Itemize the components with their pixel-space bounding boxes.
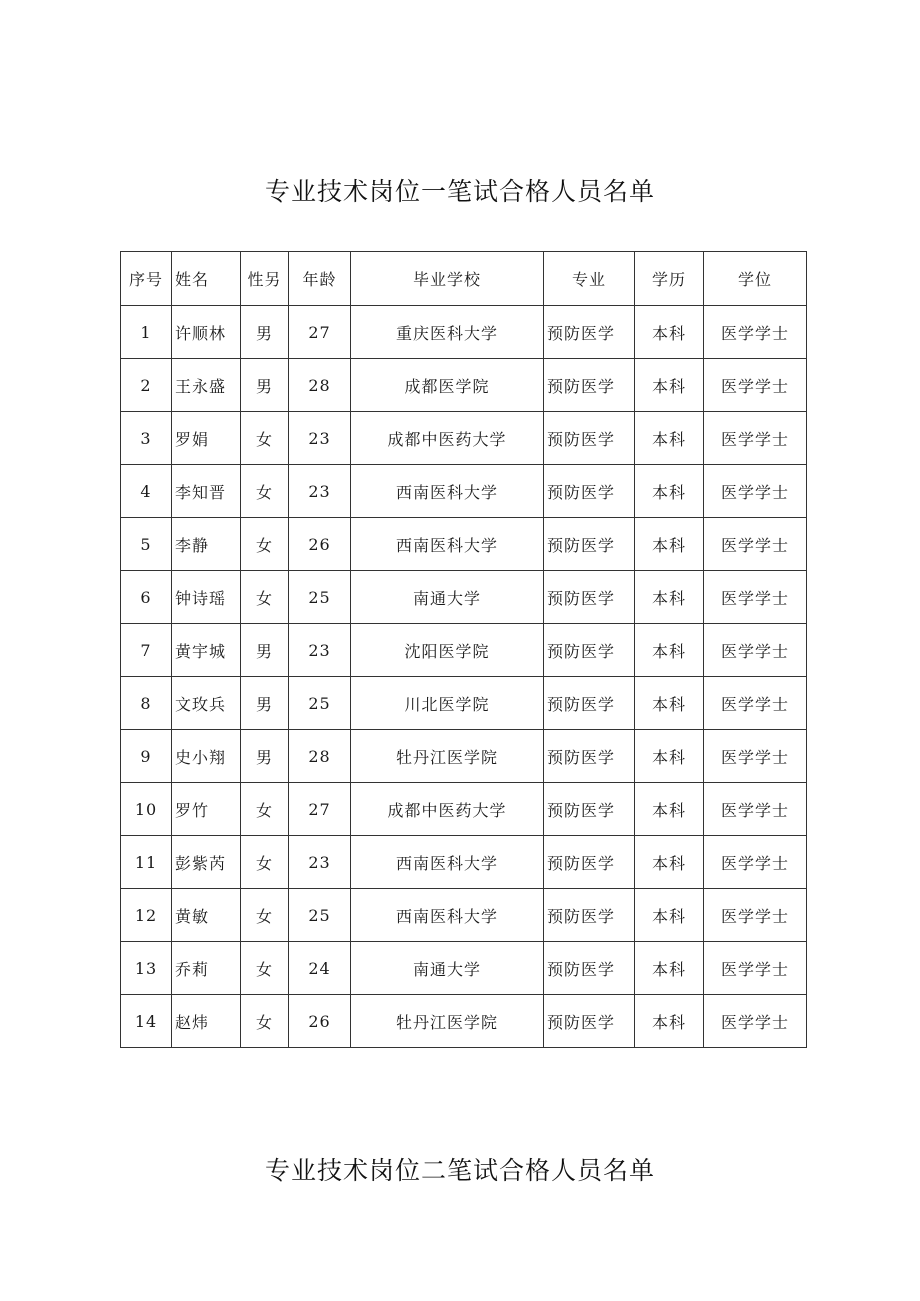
header-degree: 学位 [704, 252, 807, 306]
header-name: 姓名 [172, 252, 241, 306]
cell-no: 5 [121, 518, 172, 571]
header-no: 序号 [121, 252, 172, 306]
page-title-section-1: 专业技术岗位一笔试合格人员名单 [264, 177, 655, 206]
qualified-candidates-table [120, 251, 807, 1048]
cell-gender: 女 [241, 889, 289, 942]
cell-education: 本科 [635, 942, 704, 995]
cell-age: 23 [289, 836, 351, 889]
cell-age: 23 [289, 412, 351, 465]
cell-major: 预防医学 [544, 624, 635, 677]
cell-gender: 女 [241, 571, 289, 624]
table-row [121, 412, 807, 465]
header-age: 年龄 [289, 252, 351, 306]
cell-degree: 医学学士 [704, 306, 807, 359]
cell-education: 本科 [635, 359, 704, 412]
cell-name: 彭紫芮 [172, 836, 241, 889]
page-title-section-2: 专业技术岗位二笔试合格人员名单 [264, 1156, 655, 1185]
cell-name: 文玫兵 [172, 677, 241, 730]
cell-age: 26 [289, 518, 351, 571]
cell-major: 预防医学 [544, 518, 635, 571]
cell-no: 6 [121, 571, 172, 624]
cell-gender: 男 [241, 306, 289, 359]
cell-education: 本科 [635, 889, 704, 942]
table-header-row [121, 252, 807, 306]
cell-name: 王永盛 [172, 359, 241, 412]
cell-degree: 医学学士 [704, 942, 807, 995]
table-row [121, 836, 807, 889]
cell-school: 成都中医药大学 [351, 412, 544, 465]
cell-major: 预防医学 [544, 465, 635, 518]
cell-degree: 医学学士 [704, 677, 807, 730]
cell-school: 西南医科大学 [351, 889, 544, 942]
cell-education: 本科 [635, 995, 704, 1048]
cell-name: 赵炜 [172, 995, 241, 1048]
cell-major: 预防医学 [544, 412, 635, 465]
cell-age: 28 [289, 359, 351, 412]
table-row [121, 465, 807, 518]
cell-gender: 男 [241, 730, 289, 783]
cell-no: 8 [121, 677, 172, 730]
cell-major: 预防医学 [544, 677, 635, 730]
cell-age: 26 [289, 995, 351, 1048]
cell-school: 西南医科大学 [351, 518, 544, 571]
cell-major: 预防医学 [544, 359, 635, 412]
header-gender: 性另 [241, 252, 289, 306]
cell-degree: 医学学士 [704, 624, 807, 677]
cell-name: 史小翔 [172, 730, 241, 783]
table-row [121, 518, 807, 571]
cell-school: 沈阳医学院 [351, 624, 544, 677]
cell-degree: 医学学士 [704, 730, 807, 783]
table-row [121, 730, 807, 783]
cell-gender: 女 [241, 836, 289, 889]
table-row [121, 677, 807, 730]
table-row [121, 624, 807, 677]
cell-school: 成都中医药大学 [351, 783, 544, 836]
cell-degree: 医学学士 [704, 836, 807, 889]
cell-degree: 医学学士 [704, 889, 807, 942]
cell-school: 西南医科大学 [351, 465, 544, 518]
cell-gender: 女 [241, 995, 289, 1048]
cell-degree: 医学学士 [704, 995, 807, 1048]
cell-major: 预防医学 [544, 306, 635, 359]
cell-gender: 男 [241, 359, 289, 412]
cell-education: 本科 [635, 465, 704, 518]
cell-degree: 医学学士 [704, 518, 807, 571]
cell-school: 南通大学 [351, 571, 544, 624]
cell-name: 李静 [172, 518, 241, 571]
cell-school: 牡丹江医学院 [351, 730, 544, 783]
cell-name: 乔莉 [172, 942, 241, 995]
cell-no: 3 [121, 412, 172, 465]
cell-age: 27 [289, 306, 351, 359]
cell-gender: 女 [241, 942, 289, 995]
cell-age: 28 [289, 730, 351, 783]
cell-no: 9 [121, 730, 172, 783]
cell-degree: 医学学士 [704, 412, 807, 465]
table-row [121, 571, 807, 624]
cell-school: 川北医学院 [351, 677, 544, 730]
cell-major: 预防医学 [544, 571, 635, 624]
cell-education: 本科 [635, 571, 704, 624]
cell-no: 11 [121, 836, 172, 889]
cell-gender: 男 [241, 624, 289, 677]
cell-name: 罗娟 [172, 412, 241, 465]
table-row [121, 359, 807, 412]
cell-degree: 医学学士 [704, 359, 807, 412]
cell-age: 23 [289, 624, 351, 677]
cell-education: 本科 [635, 412, 704, 465]
cell-age: 27 [289, 783, 351, 836]
cell-gender: 女 [241, 518, 289, 571]
header-school: 毕业学校 [351, 252, 544, 306]
cell-no: 1 [121, 306, 172, 359]
cell-age: 24 [289, 942, 351, 995]
table-row [121, 942, 807, 995]
header-education: 学历 [635, 252, 704, 306]
cell-name: 罗竹 [172, 783, 241, 836]
cell-degree: 医学学士 [704, 571, 807, 624]
cell-gender: 女 [241, 412, 289, 465]
cell-school: 南通大学 [351, 942, 544, 995]
cell-major: 预防医学 [544, 889, 635, 942]
table-row [121, 995, 807, 1048]
cell-age: 25 [289, 571, 351, 624]
cell-no: 12 [121, 889, 172, 942]
cell-school: 重庆医科大学 [351, 306, 544, 359]
cell-name: 钟诗瑶 [172, 571, 241, 624]
cell-no: 10 [121, 783, 172, 836]
cell-major: 预防医学 [544, 942, 635, 995]
cell-name: 许顺林 [172, 306, 241, 359]
cell-name: 李知晋 [172, 465, 241, 518]
cell-name: 黄宇城 [172, 624, 241, 677]
cell-school: 成都医学院 [351, 359, 544, 412]
cell-school: 西南医科大学 [351, 836, 544, 889]
table-row [121, 306, 807, 359]
cell-education: 本科 [635, 836, 704, 889]
cell-education: 本科 [635, 624, 704, 677]
cell-no: 14 [121, 995, 172, 1048]
cell-no: 13 [121, 942, 172, 995]
cell-major: 预防医学 [544, 783, 635, 836]
cell-no: 4 [121, 465, 172, 518]
cell-degree: 医学学士 [704, 465, 807, 518]
cell-education: 本科 [635, 518, 704, 571]
cell-education: 本科 [635, 306, 704, 359]
cell-age: 25 [289, 889, 351, 942]
cell-school: 牡丹江医学院 [351, 995, 544, 1048]
cell-degree: 医学学士 [704, 783, 807, 836]
cell-gender: 女 [241, 465, 289, 518]
cell-age: 23 [289, 465, 351, 518]
cell-major: 预防医学 [544, 836, 635, 889]
cell-no: 2 [121, 359, 172, 412]
cell-major: 预防医学 [544, 995, 635, 1048]
cell-major: 预防医学 [544, 730, 635, 783]
cell-gender: 女 [241, 783, 289, 836]
table-row [121, 889, 807, 942]
cell-age: 25 [289, 677, 351, 730]
cell-education: 本科 [635, 730, 704, 783]
cell-education: 本科 [635, 677, 704, 730]
header-major: 专业 [544, 252, 635, 306]
cell-gender: 男 [241, 677, 289, 730]
cell-education: 本科 [635, 783, 704, 836]
cell-no: 7 [121, 624, 172, 677]
table-row [121, 783, 807, 836]
cell-name: 黄敏 [172, 889, 241, 942]
